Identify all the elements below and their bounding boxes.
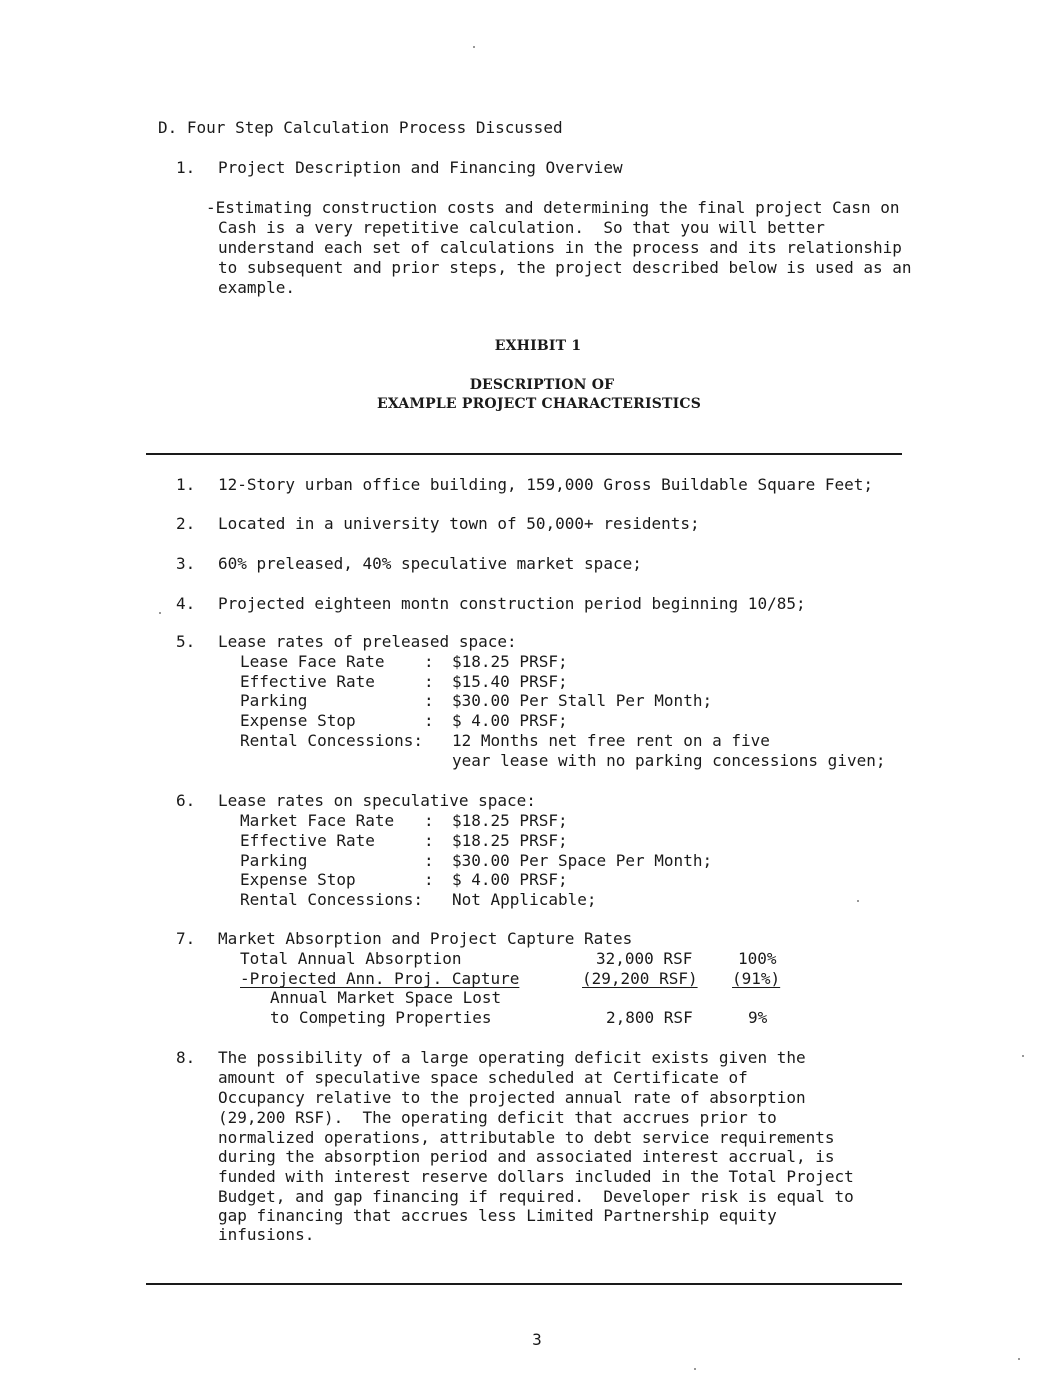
absorption-pct: 100% [738,949,777,968]
scan-speck [159,612,161,614]
item8-line: normalized operations, attributable to debt service requirements [218,1128,835,1147]
rate-label: Rental Concessions: [240,890,424,909]
rate-value: $ 4.00 PRSF; [452,711,568,730]
item-number: 7. [176,929,196,948]
rate-value: year lease with no parking concessions given; [452,751,886,770]
absorption-label: Total Annual Absorption [240,949,462,968]
rate-sep: : [424,691,434,710]
top-rule [146,453,902,455]
item8-line: (29,200 RSF). The operating deficit that accrues prior to [218,1108,777,1127]
subheading: Project Description and Financing Overview [218,158,623,177]
scan-speck [857,900,859,902]
scan-speck [1018,1358,1020,1360]
scan-speck [694,1368,696,1370]
rate-label: Rental Concessions: [240,731,424,750]
rate-label: Effective Rate [240,672,375,691]
item-number: 5. [176,632,196,651]
item-text: Located in a university town of 50,000+ residents; [218,514,700,533]
item-text: 12-Story urban office building, 159,000 Gross Buildable Square Feet; [218,475,874,494]
item8-line: amount of speculative space scheduled at Certificate of [218,1068,748,1087]
item8-line: during the absorption period and associated interest accrual, is [218,1147,835,1166]
rate-value: $18.25 PRSF; [452,652,568,671]
absorption-rsf: 32,000 RSF [596,949,693,968]
exhibit-title-line1: DESCRIPTION OF [469,377,615,393]
rate-label: Lease Face Rate [240,652,385,671]
absorption-rsf: (29,200 RSF) [582,969,698,988]
absorption-label: Annual Market Space Lost [270,988,502,1007]
absorption-pct: (91%) [732,969,781,988]
item-number: 1. [176,475,196,494]
rate-sep: : [424,672,434,691]
item-text: Lease rates of preleased space: [218,632,517,651]
item-text: Projected eighteen montn construction period beginning 10/85; [218,594,806,613]
rate-label: Parking [240,691,308,710]
item8-line: infusions. [218,1225,315,1244]
rate-sep: : [424,851,434,870]
intro-line: to subsequent and prior steps, the project described below is used as an [218,258,912,277]
absorption-label: to Competing Properties [270,1008,492,1027]
rate-label: Expense Stop [240,711,356,730]
rate-value: Not Applicable; [452,890,597,909]
absorption-label: -Projected Ann. Proj. Capture [240,969,520,988]
rate-sep: : [424,870,434,889]
absorption-rsf: 2,800 RSF [606,1008,693,1027]
rate-sep: : [424,811,434,830]
item8-line: gap financing that accrues less Limited Partnership equity [218,1206,777,1225]
item-text: Lease rates on speculative space: [218,791,536,810]
scan-speck [473,46,475,48]
rate-label: Market Face Rate [240,811,395,830]
intro-line: example. [218,278,296,297]
rate-value: $18.25 PRSF; [452,811,568,830]
rate-value: $18.25 PRSF; [452,831,568,850]
item-text: 60% preleased, 40% speculative market space; [218,554,642,573]
scan-speck [1022,1055,1024,1057]
item-number: 2. [176,514,196,533]
exhibit-label: EXHIBIT 1 [494,338,582,354]
rate-label: Expense Stop [240,870,356,889]
item8-line: The possibility of a large operating deficit exists given the [218,1048,806,1067]
rate-value: $15.40 PRSF; [452,672,568,691]
item-text: Market Absorption and Project Capture Rates [218,929,633,948]
intro-line: -Estimating construction costs and determining the final project Casn on [206,198,900,217]
rate-value: 12 Months net free rent on a five [452,731,770,750]
item-number: 6. [176,791,196,810]
intro-line: Cash is a very repetitive calculation. So that you will better [218,218,825,237]
rate-label: Parking [240,851,308,870]
item-number: 3. [176,554,196,573]
item8-line: funded with interest reserve dollars included in the Total Project [218,1167,854,1186]
item-number: 4. [176,594,196,613]
absorption-pct: 9% [748,1008,768,1027]
item8-line: Occupancy relative to the projected annual rate of absorption [218,1088,806,1107]
rate-sep: : [424,831,434,850]
item-number: 8. [176,1048,196,1067]
subheading-number: 1. [176,158,196,177]
intro-line: understand each set of calculations in the process and its relationship [218,238,902,257]
page-number: 3 [532,1330,542,1349]
section-heading: D. Four Step Calculation Process Discussed [158,118,563,137]
bottom-rule [146,1283,902,1285]
rate-value: $ 4.00 PRSF; [452,870,568,889]
item8-line: Budget, and gap financing if required. Developer risk is equal to [218,1187,854,1206]
rate-sep: : [424,652,434,671]
rate-value: $30.00 Per Stall Per Month; [452,691,713,710]
rate-sep: : [424,711,434,730]
rate-label: Effective Rate [240,831,375,850]
exhibit-title-line2: EXAMPLE PROJECT CHARACTERISTICS [376,396,702,412]
rate-value: $30.00 Per Space Per Month; [452,851,713,870]
